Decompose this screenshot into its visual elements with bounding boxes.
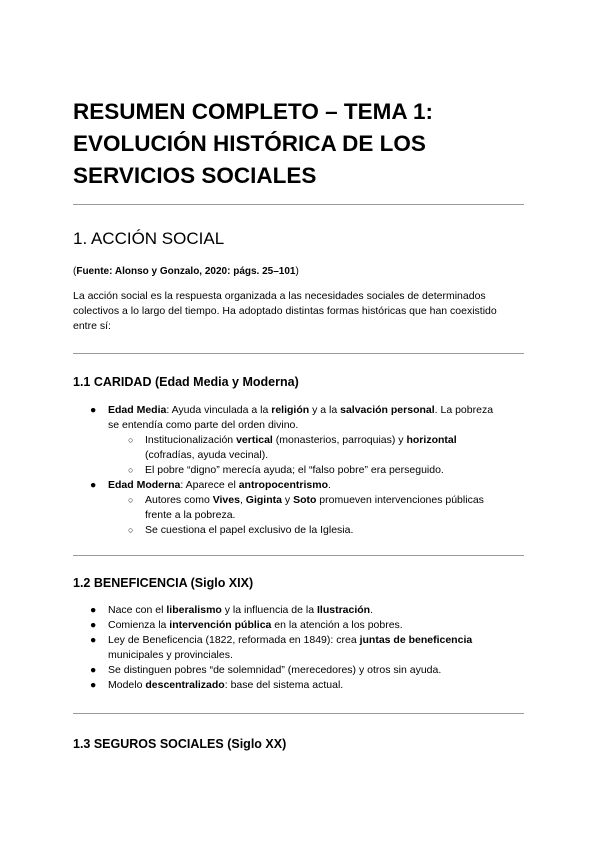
section-divider (73, 204, 524, 205)
circle-bullet-icon: ○ (128, 465, 134, 475)
bullet-icon: ● (90, 604, 97, 616)
section-divider (73, 555, 524, 556)
paragraph-line: La acción social es la respuesta organizada a las necesidades sociales de determinados (73, 290, 486, 302)
sub-list-item: ○ Se cuestiona el papel exclusivo de la Iglesia. (128, 524, 354, 536)
title-line: RESUMEN COMPLETO – TEMA 1: (73, 99, 434, 124)
bullet-icon: ● (90, 634, 97, 646)
sub-list-item: ○ Institucionalización vertical (monasterios, parroquias) y horizontal (cofradías, ayuda vecinal). (128, 434, 457, 461)
paragraph-line: colectivos a lo largo del tiempo. Ha adoptado distintas formas históricas que han coexistido (73, 305, 497, 317)
list-item: ● Modelo descentralizado: base del sistema actual. (90, 679, 344, 691)
sub-list-item: ○ El pobre “digno” merecía ayuda; el “falso pobre” era perseguido. (128, 464, 444, 476)
subsection-heading-beneficencia: 1.2 BENEFICENCIA (Siglo XIX) (73, 576, 254, 590)
subsection-heading-caridad: 1.1 CARIDAD (Edad Media y Moderna) (73, 375, 299, 389)
title-line: SERVICIOS SOCIALES (73, 163, 317, 188)
section-divider (73, 353, 524, 354)
list-item: ● Se distinguen pobres “de solemnidad” (merecedores) y otros sin ayuda. (90, 664, 442, 676)
list-item: ● Comienza la intervención pública en la atención a los pobres. (90, 619, 403, 631)
bullet-icon: ● (90, 404, 97, 416)
document-title (73, 96, 533, 192)
list-item: ● Edad Moderna: Aparece el antropocentrismo. ○ Autores como Vives, Giginta y Soto promueven intervenciones públicas frente a la pobreza. ○ Se cuestiona el papel exclusivo de la Iglesia. (0, 478, 528, 538)
section-heading-accion-social: 1. ACCIÓN SOCIAL (73, 229, 225, 248)
bullet-icon: ● (90, 619, 97, 631)
caridad-list (0, 403, 600, 538)
paragraph-line: entre sí: (73, 320, 111, 332)
sub-list-item: ○ Autores como Vives, Giginta y Soto promueven intervenciones públicas frente a la pobreza. (128, 494, 484, 521)
list-item: ● Ley de Beneficencia (1822, reformada en 1849): crea juntas de beneficencia municipales y provinciales. (90, 634, 473, 661)
bullet-icon: ● (90, 479, 97, 491)
list-item: ● Edad Media: Ayuda vinculada a la religión y a la salvación personal. La pobreza se entendía como parte del orden divino. ○ Institucionalización vertical (monasterios, parroquias) y horizontal (cofradías, ayuda vecinal). ○ El pobre “digno” merecía ayuda; el “falso pobre” era perseguido. (0, 403, 528, 478)
title-line: EVOLUCIÓN HISTÓRICA DE LOS (73, 131, 426, 156)
source-citation: (Fuente: Alonso y Gonzalo, 2020: págs. 25–101) (73, 266, 299, 277)
circle-bullet-icon: ○ (128, 525, 134, 535)
section-divider (73, 713, 524, 714)
bullet-icon: ● (90, 664, 97, 676)
beneficencia-list (0, 603, 600, 693)
subsection-heading-seguros-sociales: 1.3 SEGUROS SOCIALES (Siglo XX) (73, 737, 287, 751)
intro-paragraph (73, 289, 528, 334)
list-item: ● Nace con el liberalismo y la influencia de la Ilustración. (90, 604, 374, 616)
bullet-icon: ● (90, 679, 97, 691)
circle-bullet-icon: ○ (128, 435, 134, 445)
circle-bullet-icon: ○ (128, 495, 134, 505)
